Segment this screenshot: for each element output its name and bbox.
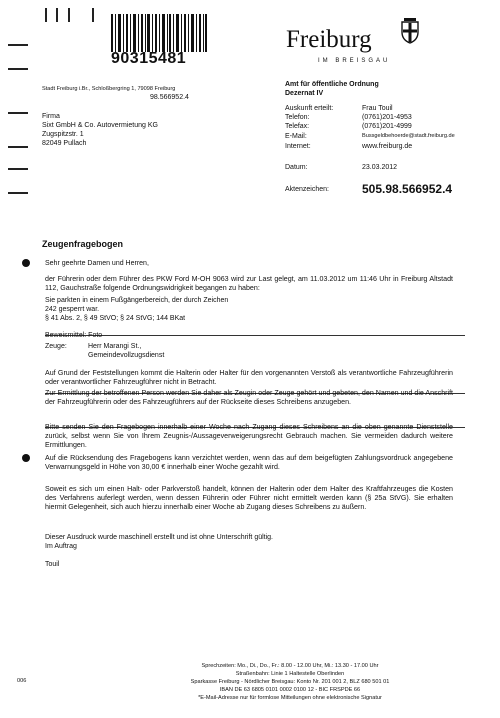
closing-line: Im Auftrag: [45, 543, 77, 550]
punch-dot: [22, 454, 30, 462]
barcode-number: 90315481: [111, 50, 187, 67]
evidence-label: Beweismittel: Foto: [45, 332, 103, 339]
contact-label: Telefon:: [285, 114, 310, 121]
punch-dot: [22, 259, 30, 267]
offense-line: Sie parkten in einem Fußgängerbereich, der durch Zeichen: [45, 297, 229, 304]
date-value: 23.03.2012: [362, 164, 398, 171]
body-paragraph: Auf Grund der Feststellungen kommt die Halterin oder Halter für den vorgenannten Verstoß als verantwortliche Fahrzeugführerin oder verantwortlicher Fahrzeugführer nicht in Betracht.: [45, 369, 453, 386]
office-title: Amt für öffentliche Ordnung: [285, 81, 379, 88]
body-paragraph: Zur Ermittlung der betroffenen Person werden Sie daher als Zeugin oder Zeuge gehört und gebeten, den Namen und die Anschrift der Fahrzeugführerin oder des Fahrzeugführers auf der Rückseite dieses Schreibens anzugeben.: [45, 389, 454, 406]
contact-label: E-Mail:: [285, 133, 307, 140]
aktenzeichen-label: Aktenzeichen:: [285, 186, 329, 193]
coat-of-arms-icon: [400, 18, 420, 44]
contact-value: Frau Touil: [362, 105, 393, 112]
offense-line: 242 gesperrt war.: [45, 306, 100, 313]
city-logo-subtitle: IM BREISGAU: [318, 58, 391, 64]
footer-line: Straßenbahn: Linie 1 Haltestelle Oberlinden: [235, 671, 345, 677]
body-paragraph: Bitte senden Sie den Fragebogen innerhalb einer Woche nach Zugang dieses Schreibens an die oben genannte Dienststelle zurück, selbst wenn Sie von Ihrem Zeugnis-/Aussageverweigerungsrecht Gebrauch machen. Sie vermeiden dadurch weitere Ermittlungen.: [45, 423, 453, 449]
scan-tick-mark: [68, 8, 70, 22]
recipient-line: 82049 Pullach: [42, 140, 87, 147]
contact-value: (0761)201-4999: [362, 123, 412, 130]
footer-line: Sparkasse Freiburg - Nördlicher Breisgau: Konto Nr. 201 001 2, BLZ 680 501 01: [190, 679, 390, 685]
contact-label: Auskunft erteilt:: [285, 105, 334, 112]
witness-label: Zeuge:: [45, 343, 67, 350]
aktenzeichen-value: 505.98.566952.4: [362, 182, 453, 196]
recipient-line: Sixt GmbH & Co. Autovermietung KG: [42, 122, 158, 129]
sender-line: Stadt Freiburg i.Br., Schloßbergring 1, 79098 Freiburg: [42, 86, 176, 92]
email-link[interactable]: Bussgeldbehoerde@stadt.freiburg.de: [362, 133, 455, 139]
aktenzeichen-row: [285, 183, 495, 197]
offense-line: § 41 Abs. 2, § 49 StVO; § 24 StVG; 144 BKat: [45, 315, 186, 322]
salutation: Sehr geehrte Damen und Herren,: [45, 260, 149, 267]
fold-mark: [8, 112, 28, 114]
scan-tick-mark: [92, 8, 94, 22]
city-logo-name: Freiburg: [286, 26, 372, 53]
contact-label: Telefax:: [285, 123, 310, 130]
scan-tick-mark: [56, 8, 58, 22]
fold-mark: [8, 68, 28, 70]
witness-value: Gemeindevollzugsdienst: [88, 352, 165, 359]
recipient-line: Zugspitzstr. 1: [42, 131, 84, 138]
signature-name: Touil: [45, 561, 60, 568]
footer-line: IBAN DE 63 6805 0101 0002 0100 12 - BIC FRSPDE 66: [219, 687, 361, 693]
page-title: Zeugenfragebogen: [42, 239, 124, 249]
contact-value: (0761)201-4953: [362, 114, 412, 121]
office-dept: Dezernat IV: [285, 90, 324, 97]
footer-line: *E-Mail-Adresse nur für formlose Mitteilungen ohne elektronische Signatur: [198, 695, 382, 701]
scan-tick-mark: [45, 8, 47, 22]
recipient-line: Firma: [42, 113, 60, 120]
footer-line: Sprechzeiten: Mo., Di., Do., Fr.: 8.00 - 12.00 Uhr, Mi.: 13.30 - 17.00 Uhr: [201, 663, 379, 669]
witness-value: Herr Marangi St.,: [88, 343, 142, 350]
fold-mark: [8, 44, 28, 46]
closing-line: Dieser Ausdruck wurde maschinell erstellt und ist ohne Unterschrift gültig.: [45, 534, 273, 541]
page-code: 006: [17, 678, 27, 684]
contact-label: Internet:: [285, 143, 311, 150]
reference-small: 98.566952.4: [150, 94, 189, 101]
barcode: [111, 14, 207, 52]
intro-paragraph: der Führerin oder dem Führer des PKW Ford M-OH 9063 wird zur Last gelegt, am 11.03.2012 um 11:46 Uhr in Freiburg Altstadt 112, Gauchstraße folgende Ordnungswidrigkeit begangen zu haben:: [45, 275, 453, 292]
fold-mark: [8, 168, 28, 170]
fold-mark: [8, 146, 28, 148]
divider: [45, 335, 465, 336]
fold-mark: [8, 192, 28, 194]
body-paragraph: Auf die Rücksendung des Fragebogens kann verzichtet werden, wenn das auf dem beigefügten Zahlungsvordruck angegebene Verwarnungsgeld in Höhe von 30,00 € innerhalb einer Woche gezahlt wird.: [45, 454, 453, 471]
contact-label: Datum:: [285, 164, 308, 171]
body-paragraph: Soweit es sich um einen Halt- oder Parkverstoß handelt, können der Halterin oder dem Halter des Kraftfahrzeuges die Kosten des Verfahrens auferlegt werden, wenn dessen Führerin oder Führer nicht ermittelt werden kann (§ 25a StVG). Sie erhalten hiermit Gelegenheit, sich auch hierzu innerhalb einer Woche ab Zugang dieses Schreibens zu äußern.: [45, 485, 453, 511]
website-link[interactable]: www.freiburg.de: [362, 143, 413, 150]
